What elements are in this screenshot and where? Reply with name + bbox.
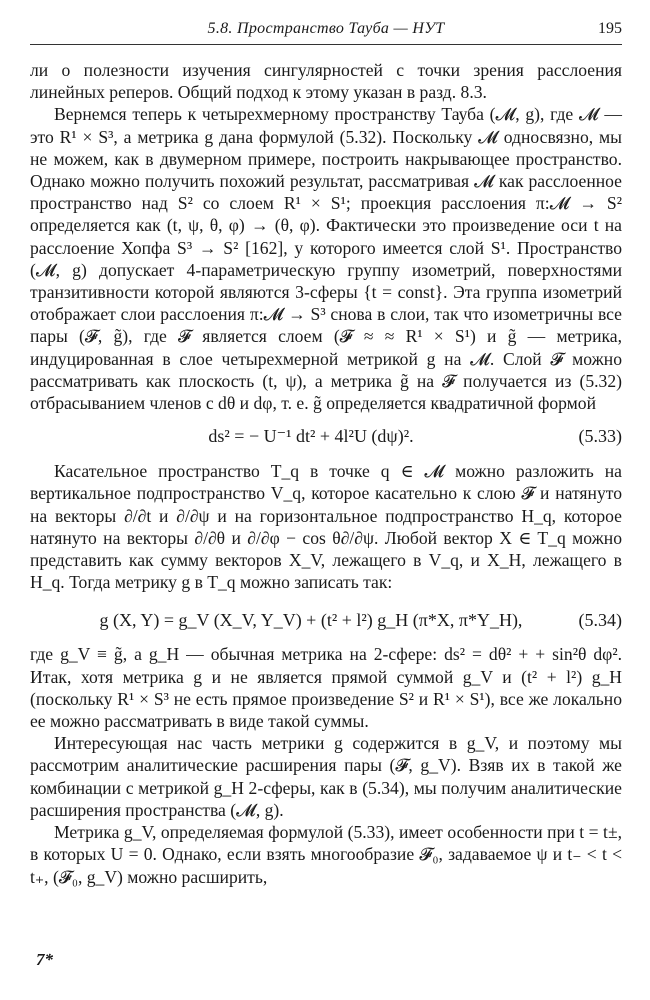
page-number: 195 <box>598 20 622 37</box>
equation-expression: ds² = − U⁻¹ dt² + 4l²U (dψ)². <box>208 426 414 447</box>
book-page <box>30 18 622 888</box>
equation-expression: g (X, Y) = g_V (X_V, Y_V) + (t² + l²) g_H (π*X, π*Y_H), <box>99 610 523 631</box>
signature-mark: 7* <box>36 950 53 969</box>
running-head: 5.8. Пространство Тауба — НУТ <box>207 20 445 37</box>
body-text <box>30 59 622 888</box>
equation-number: (5.34) <box>578 610 622 631</box>
paragraph-1: ли о полезности изучения сингулярностей с точки зрения расслоения линейных реперов. Общий подход к этому указан в разд. 8.3. <box>30 60 622 103</box>
equation-5-33 <box>30 418 622 454</box>
paragraph-6: Метрика g_V, определяемая формулой (5.33), имеет особенности при t = t±, в которых U = 0. Однако, если взять многообразие 𝓕₀, задаваемое ψ и t₋ < t < t₊, (𝓕₀, g_V) можно расширить, <box>30 822 622 887</box>
paragraph-5: Интересующая нас часть метрики g содержится в g_V, и поэтому мы рассмотрим аналитические расширения пары (𝓕, g_V). Взяв их в такой же комбинации с метрикой g_H 2-сферы, как в (5.34), мы получим аналитические расширения пространства (𝓜, g). <box>30 733 622 820</box>
paragraph-2: Вернемся теперь к четырехмерному пространству Тауба (𝓜, g), где 𝓜 — это R¹ × S³, а метрика g дана формулой (5.32). Поскольку 𝓜 односвязно, мы не можем, как в двумерном примере, построить накрывающее пространство. Однако можно получить похожий результат, рассматривая 𝓜 как расслоенное пространство над S² со слоем R¹ × S¹; проекция расслоения π:𝓜 → S² определяется как (t, ψ, θ, φ) → (θ, φ). Фактически это произведение оси t на расслоение Хопфа S³ → S² [162], у которого имеется слой S¹. Пространство (𝓜, g) допускает 4-параметрическую группу изометрий, поверхностями транзитивности которой являются 3-сферы {t = const}. Эта группа изометрий отображает слои расслоения π:𝓜 → S³ снова в слои, так что изометричны все пары (𝓕, g̃), где 𝓕 является слоем (𝓕 ≈ ≈ R¹ × S¹) и g̃ — метрика, индуцированная в слое четырехмерной метрикой g на 𝓜. Слой 𝓕 можно рассматривать как плоскость (t, ψ), а метрика g̃ на 𝓕 получается из (5.32) отбрасыванием членов с dθ и dφ, т. е. g̃ определяется квадратичной формой <box>30 104 622 414</box>
equation-number: (5.33) <box>578 426 622 447</box>
paragraph-4: где g_V ≡ g̃, а g_H — обычная метрика на 2-сфере: ds² = dθ² + + sin²θ dφ². Итак, хотя метрика g и не является прямой суммой g_V и (t² + l²) g_H (поскольку R¹ × S³ не есть прямое произведение S² и R¹ × S¹), все же локально ее можно рассматривать в виде такой суммы. <box>30 644 622 732</box>
equation-5-34 <box>30 601 622 639</box>
page-header <box>30 18 622 45</box>
paragraph-3: Касательное пространство T_q в точке q ∈ 𝓜 можно разложить на вертикальное подпространство V_q, которое касательно к слою 𝓕 и натянуто на векторы ∂/∂t и ∂/∂ψ и на горизонтальное подпространство H_q, которое натянуто на векторы ∂/∂θ и ∂/∂φ − cos θ∂/∂ψ. Любой вектор X ∈ T_q можно представить как сумму векторов X_V, лежащего в V_q, и X_H, лежащего в H_q. Тогда метрику g в T_q можно записать так: <box>30 461 622 593</box>
